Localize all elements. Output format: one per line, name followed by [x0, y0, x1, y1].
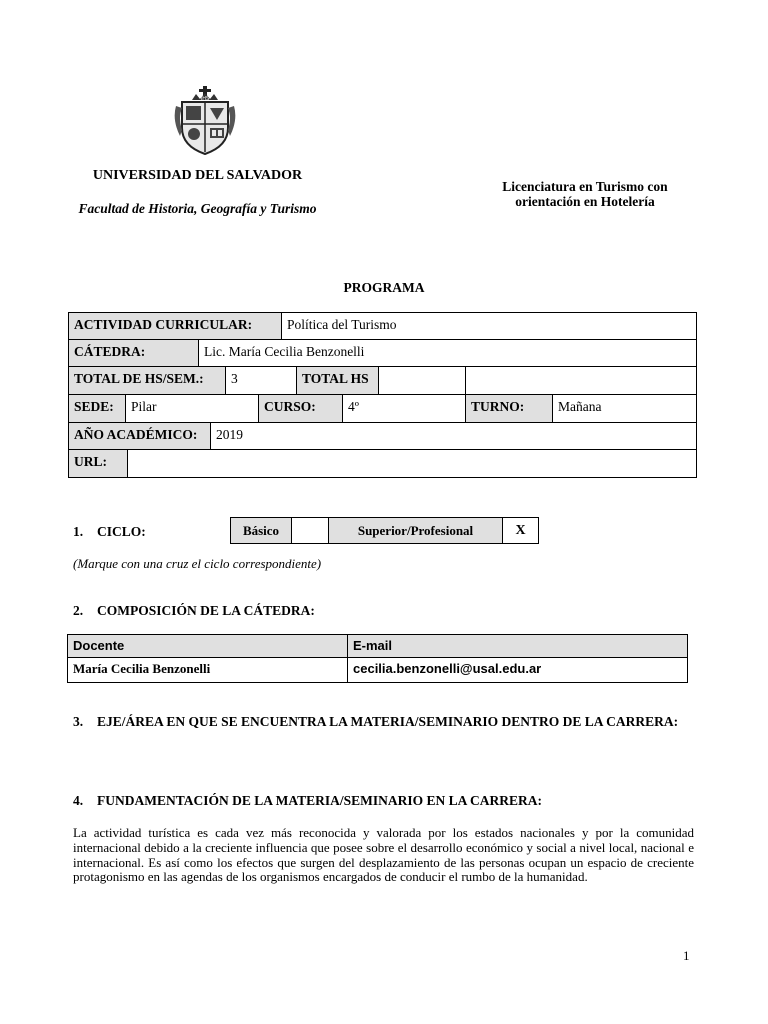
column-header-email: E-mail — [347, 634, 688, 658]
turno-label: TURNO: — [465, 394, 553, 423]
section-title: FUNDAMENTACIÓN DE LA MATERIA/SEMINARIO EN LA CARRERA: — [97, 793, 543, 808]
url-label: URL: — [68, 449, 128, 478]
section-number: 3. — [73, 714, 84, 729]
section-fundamentacion-heading — [73, 793, 542, 809]
sede-label: SEDE: — [68, 394, 126, 423]
email-cell: cecilia.benzonelli@usal.edu.ar — [347, 657, 688, 683]
faculty-name: Facultad de Historia, Geografía y Turismo — [78, 201, 317, 216]
anio-value: 2019 — [210, 422, 697, 450]
empty-cell — [465, 366, 697, 395]
curso-value: 4º — [342, 394, 466, 423]
university-crest-icon — [170, 86, 240, 156]
column-header-docente: Docente — [67, 634, 348, 658]
actividad-value: Política del Turismo — [281, 312, 697, 340]
total-hs-sem-value: 3 — [225, 366, 297, 395]
ciclo-superior-label: Superior/Profesional — [328, 517, 503, 544]
total-hs-sem-label: TOTAL DE HS/SEM.: — [68, 366, 226, 395]
career-name: Licenciatura en Turismo con orientación en Hotelería — [502, 179, 668, 209]
section-eje-heading — [73, 714, 695, 730]
ciclo-note: (Marque con una cruz el ciclo correspondiente) — [73, 556, 322, 571]
total-hs-value — [378, 366, 466, 395]
anio-label: AÑO ACADÉMICO: — [68, 422, 211, 450]
section-title: COMPOSICIÓN DE LA CÁTEDRA: — [97, 603, 315, 618]
document-title: PROGRAMA — [343, 280, 425, 295]
section-number: 1. — [73, 524, 84, 539]
url-value — [127, 449, 697, 478]
docente-cell: María Cecilia Benzonelli — [67, 657, 348, 683]
ciclo-basico-label: Básico — [230, 517, 292, 544]
sede-value: Pilar — [125, 394, 259, 423]
page-number: 1 — [683, 948, 690, 963]
section-number: 4. — [73, 793, 84, 808]
section-composicion-heading — [73, 603, 315, 619]
section-number: 2. — [73, 603, 84, 618]
actividad-label: ACTIVIDAD CURRICULAR: — [68, 312, 282, 340]
fundamentacion-body: La actividad turística es cada vez más reconocida y valorada por los estados nacionales y por la comunidad internacional debido a la creciente influencia que posee sobre el desarrollo económico y social a nivel local, nacional e internacional. Es así como los efectos que surgen del desplazamiento de las personas ocupan un espacio de creciente protagonismo en las agendas de los organismos encargados de conducir el rumbo de la humanidad. — [73, 825, 694, 885]
section-title: EJE/ÁREA EN QUE SE ENCUENTRA LA MATERIA/SEMINARIO DENTRO DE LA CARRERA: — [97, 714, 679, 729]
ciclo-superior-checkbox[interactable]: X — [502, 517, 539, 544]
section-ciclo-heading — [73, 524, 146, 540]
university-name: UNIVERSIDAD DEL SALVADOR — [92, 168, 303, 183]
turno-value: Mañana — [552, 394, 697, 423]
curso-label: CURSO: — [258, 394, 343, 423]
catedra-value: Lic. María Cecilia Benzonelli — [198, 339, 697, 367]
svg-text:IHS: IHS — [200, 96, 210, 102]
total-hs-label: TOTAL HS — [296, 366, 379, 395]
catedra-label: CÁTEDRA: — [68, 339, 199, 367]
ciclo-basico-checkbox[interactable] — [291, 517, 329, 544]
section-title: CICLO: — [97, 524, 146, 539]
